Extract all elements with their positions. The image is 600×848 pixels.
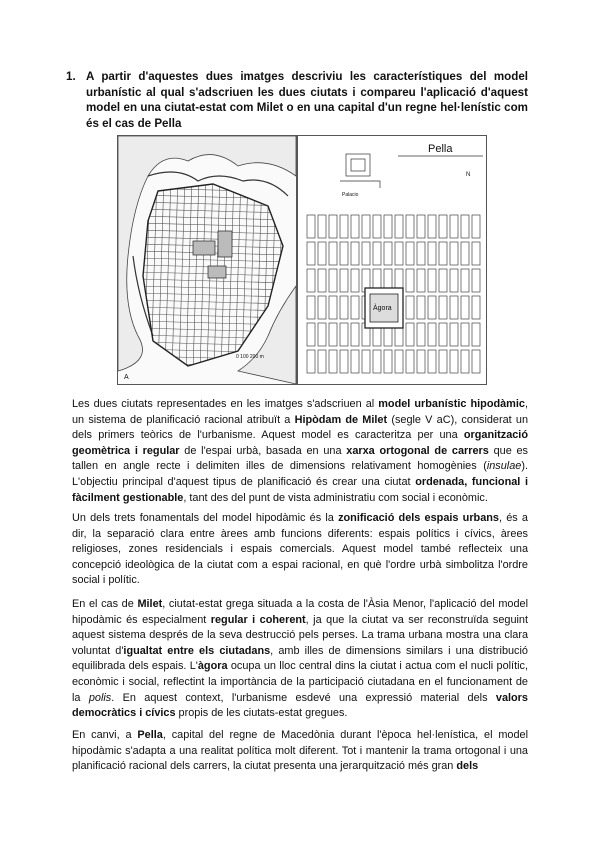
- text-run: , un sistema de planificació racional atribuït a: [72, 398, 528, 426]
- milet-plan-image: [117, 135, 297, 385]
- text-run: Un dels trets fonamentals del model hipodàmic és la: [72, 512, 339, 524]
- text-run: En canvi, a: [72, 729, 138, 741]
- text-run: , ja que la ciutat va ser reconstruïda seguint aquest sistema després de la seva destrucció pels perses. La trama urbana mostra una clara voluntat d': [72, 613, 528, 657]
- north-label: N: [466, 172, 471, 178]
- bold-run: regular i coherent: [210, 613, 306, 626]
- bold-run: Milet: [137, 598, 163, 610]
- text-run: que es tallen en angle recte i delimiten illes de dimensions relativament homogènies (: [72, 444, 529, 473]
- palace-label: Palacio: [342, 192, 359, 198]
- question-heading: [66, 69, 528, 131]
- text-run: En el cas de: [72, 598, 138, 610]
- bold-run: ordenada, funcional i fàcilment gestionable: [72, 475, 528, 504]
- question-number: 1.: [66, 70, 76, 83]
- text-run: Les dues ciutats representades en les imatges s'adscriuen al: [72, 398, 379, 410]
- text-run: ). L'objectiu principal d'aquest tipus de planificació és crear una ciutat: [72, 460, 528, 488]
- pella-plan-drawing: [298, 136, 486, 384]
- bold-run: Pella: [137, 729, 163, 741]
- paragraph-1: [72, 397, 528, 506]
- bold-run: igualtat entre els ciutadans: [123, 644, 271, 657]
- bold-run: dels: [456, 760, 479, 773]
- milet-plan-drawing: [118, 136, 296, 384]
- question-text: A partir d'aquestes dues imatges descriviu les característiques del model urbanístic al qual s'adscriuen les dues ciutats i compareu l'aplicació d'aquest model en una ciutat-estat com Milet o en una capital d'un regne hel·lenístic com és el cas de Pella: [86, 70, 528, 130]
- milet-corner-label: A: [124, 374, 129, 381]
- pella-title: Pella: [428, 143, 453, 155]
- text-run: propis de les ciutats-estat gregues.: [175, 707, 348, 720]
- text-run: (segle V aC), considerat un dels primers teòrics de l'urbanisme. Aquest model es caracteritza per una: [72, 413, 529, 442]
- bold-run: àgora: [197, 660, 228, 673]
- bold-run: model urbanístic hipodàmic: [378, 398, 525, 410]
- milet-scale-label: 0 100 200 m: [236, 354, 264, 360]
- text-run: , amb illes de dimensions similars i una distribució equilibrada dels espais. L': [72, 644, 528, 673]
- text-run: ocupa un lloc central dins la ciutat i actua com el nucli polític, econòmic i social, reflectint la importància de la participació ciutadana en el funcionament de la: [72, 660, 529, 704]
- bold-run: Hipòdam de Milet: [294, 413, 388, 426]
- text-run: , és a dir, la separació clara entre àrees amb funcions diferents: espais polítics i cívics, àrees religioses, zones residencials i espais comercials. Aquest model també reflecteix una concepció ideològica de la ciutat com a espai racional, en què l'ordre urbà simbolitza l'ordre social i polític.: [72, 512, 528, 587]
- paragraph-2: [72, 511, 528, 589]
- text-run: , capital del regne de Macedònia durant l'època hel·lenística, el model hipodàmic s'adapta a una realitat política molt diferent. Tot i mantenir la trama ortogonal i una planificació racional dels carrers, la ciutat presenta una jerarquització més gran: [72, 729, 529, 773]
- paragraph-4: [72, 728, 528, 775]
- paragraph-3: [72, 597, 528, 722]
- bold-run: zonificació dels espais urbans: [338, 512, 499, 524]
- text-run: de l'espai urbà, basada en una: [179, 444, 347, 457]
- bold-run: valors democràtics i cívics: [72, 691, 528, 720]
- agora-label: Àgora: [373, 305, 392, 312]
- text-run: . En aquest context, l'urbanisme esdevé una expressió material dels: [111, 691, 496, 704]
- pella-plan-image: [297, 135, 487, 385]
- text-run: , tant des del punt de vista administratiu com social i econòmic.: [183, 491, 488, 504]
- italic-run: polis: [88, 691, 112, 704]
- italic-run: insulae: [486, 460, 522, 473]
- bold-run: xarxa ortogonal de carrers: [346, 444, 489, 457]
- bold-run: organització geomètrica i regular: [72, 429, 528, 457]
- text-run: , ciutat-estat grega situada a la costa de l'Àsia Menor, l'aplicació del model hipodàmic és especialment: [72, 598, 528, 626]
